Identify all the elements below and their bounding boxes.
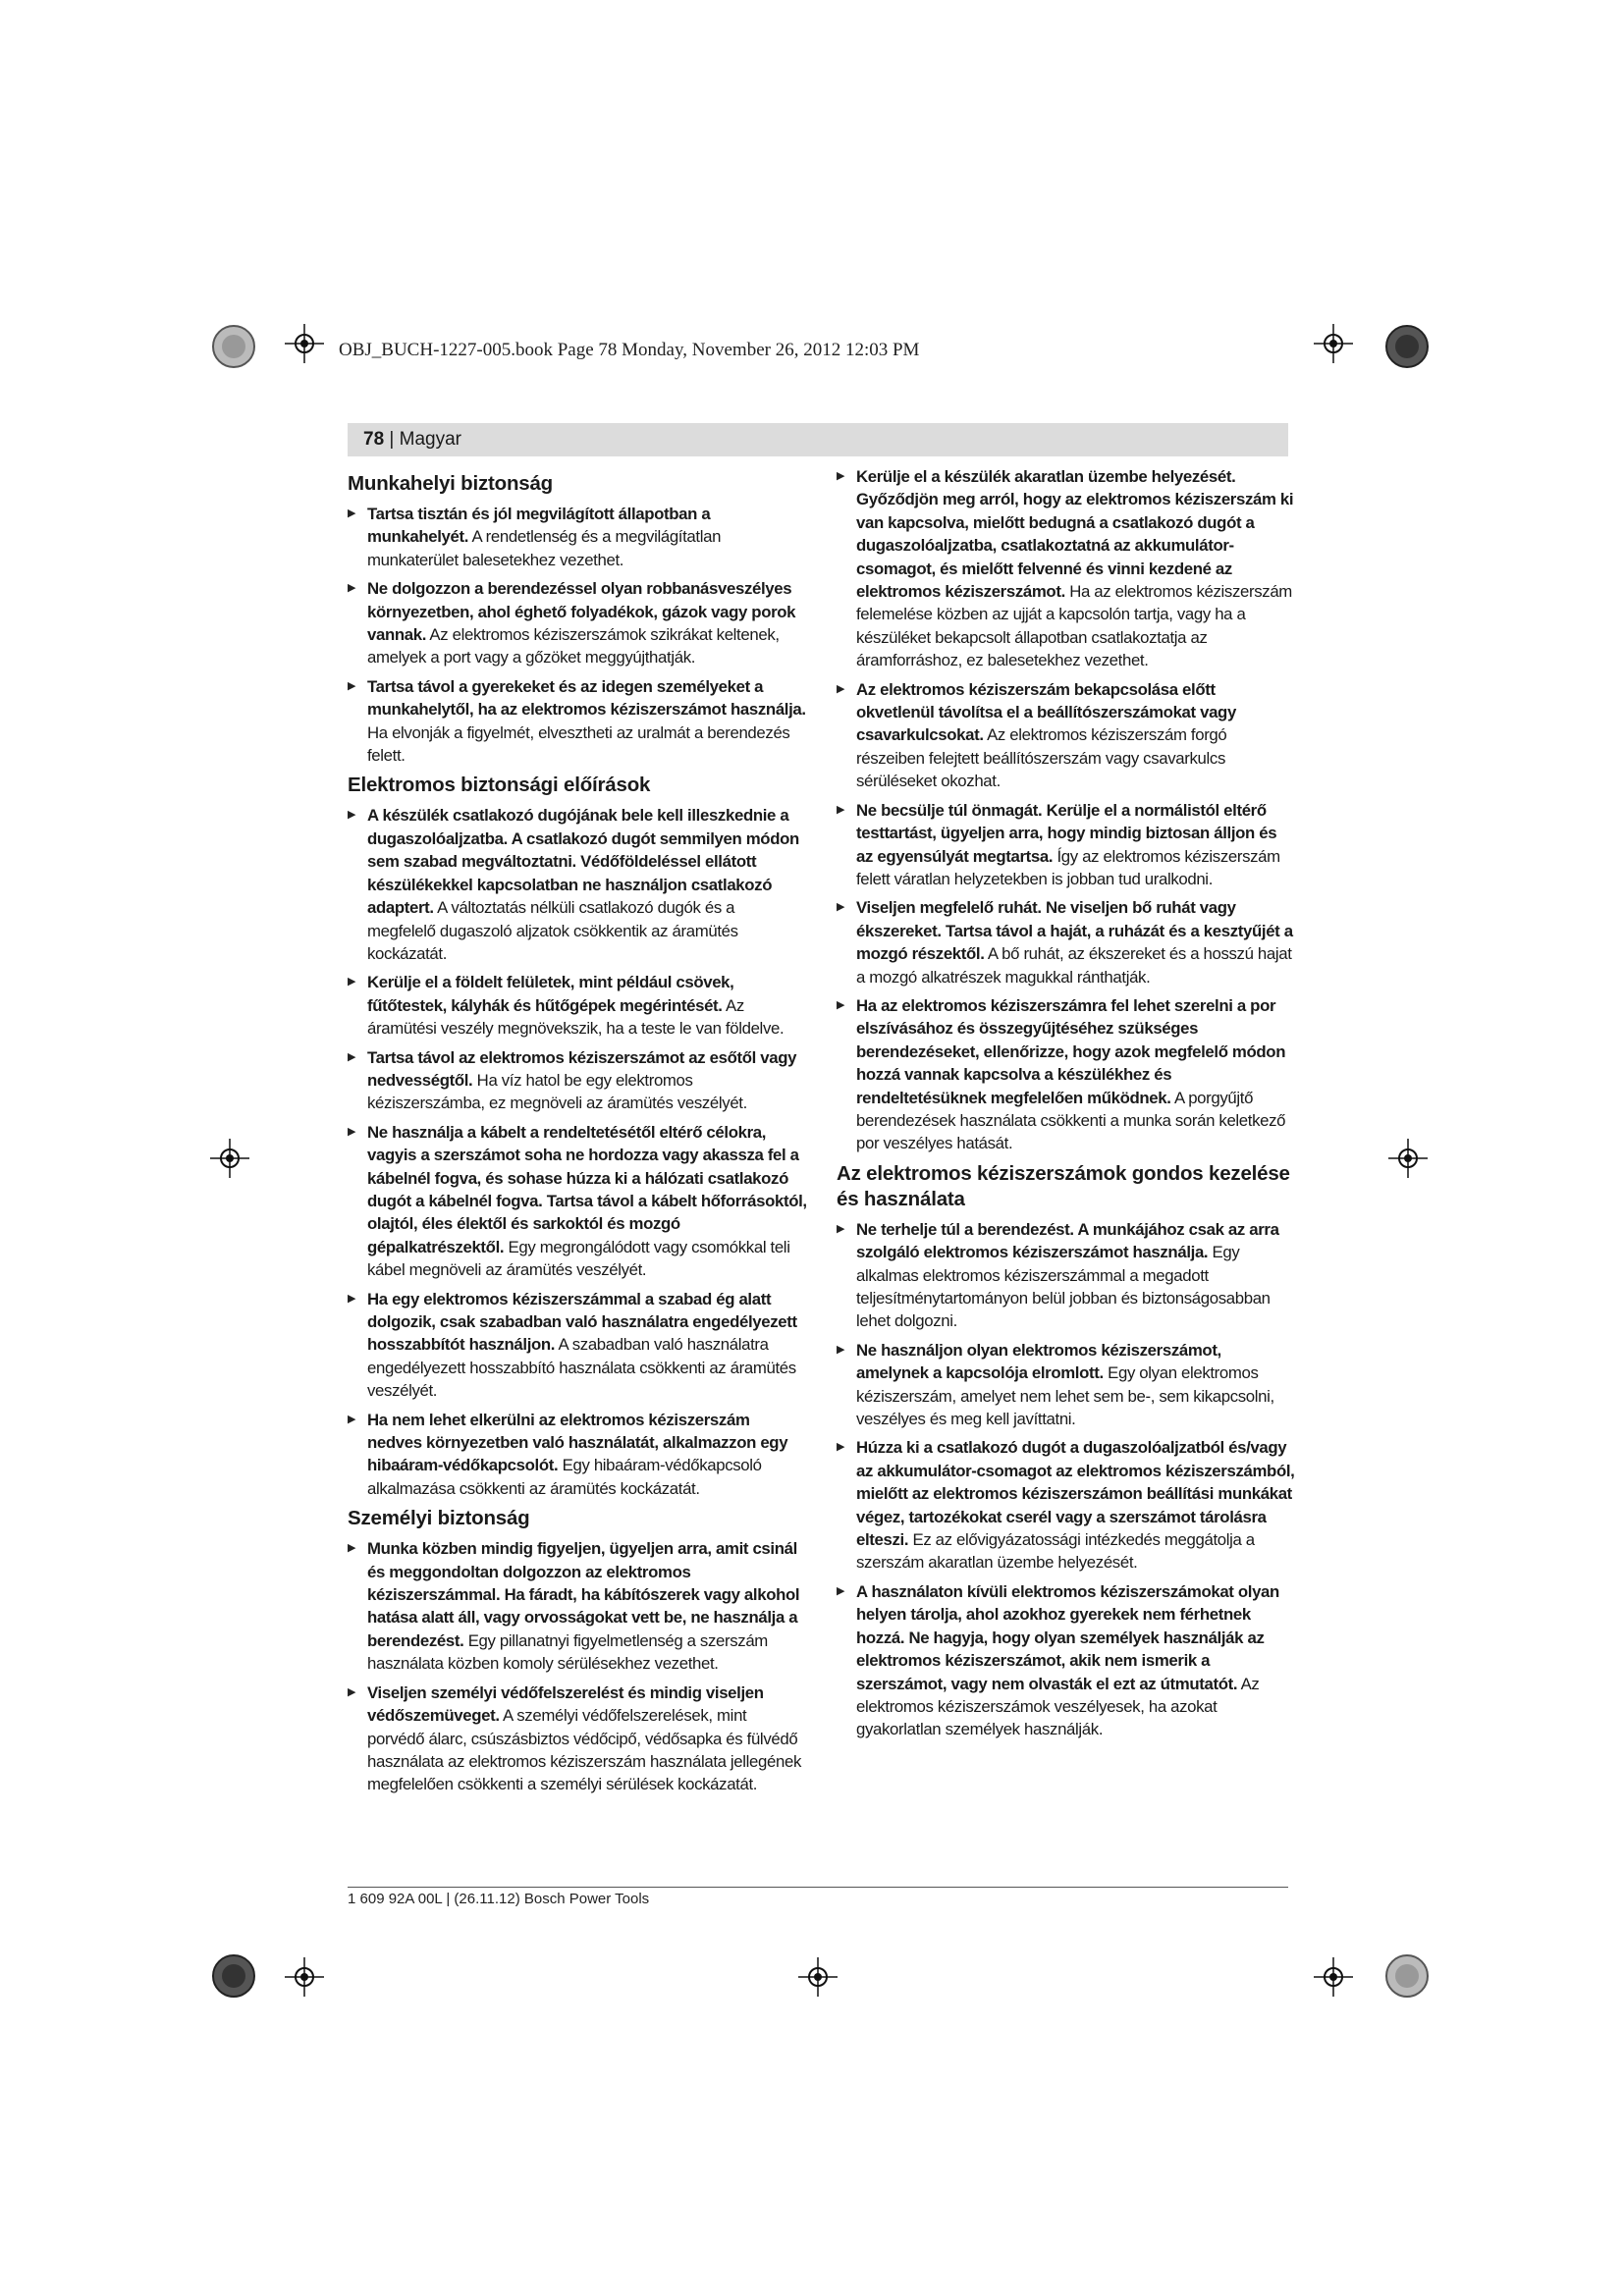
registration-mark-top-left xyxy=(285,324,324,363)
instruction-explanation: Egy megrongálódott vagy csomókkal teli kábel megnöveli az áramütés veszélyét. xyxy=(367,1237,790,1280)
list-item xyxy=(837,1436,1296,1574)
print-header: OBJ_BUCH-1227-005.book Page 78 Monday, November 26, 2012 12:03 PM xyxy=(339,340,920,360)
list-item xyxy=(348,804,807,965)
list-item xyxy=(837,465,1296,672)
list-item xyxy=(837,896,1296,988)
instruction-bold: Kerülje el a készülék akaratlan üzembe helyezését. Győződjön meg arról, hogy az elektromos kéziszerszám ki van kapcsolva, mielőtt bedugná a csatlakozó dugót a dugaszolóaljzatba, csatlakoztatná az akkumulátor-csomagot, és mielőtt felvenné és vinni kezdené az elektromos kéziszerszámot. xyxy=(856,467,1294,602)
instruction-explanation: Ez az elővigyázatossági intézkedés meggátolja a szerszám akaratlan üzembe helyezését. xyxy=(856,1530,1255,1573)
running-head-language: Magyar xyxy=(399,429,461,450)
instruction-explanation: Ha az elektromos kéziszerszám felemelése közben az ujját a kapcsolón tartja, vagy ha a készüléket bekapcsolt állapotban csatlakoztatja az áramforráshoz, ez balesetekhez vezethet. xyxy=(856,582,1292,670)
list-item xyxy=(348,1121,807,1282)
section-heading: Elektromos biztonsági előírások xyxy=(348,774,651,797)
instruction-bold: Tartsa tisztán és jól megvilágított állapotban a munkahelyét. xyxy=(367,505,711,547)
list-item xyxy=(348,1046,807,1115)
running-head xyxy=(348,423,1288,456)
safety-list xyxy=(837,1218,1296,1741)
instruction-bold: Ne becsülje túl önmagát. Kerülje el a normálistól eltérő testtartást, ügyeljen arra, hogy mindig biztosan álljon és az egyensúlyát megtartsa. xyxy=(856,800,1277,866)
instruction-bold: Ne dolgozzon a berendezéssel olyan robbanásveszélyes környezetben, ahol éghető folyadékok, gázok vagy porok vannak. xyxy=(367,579,796,645)
safety-list xyxy=(348,503,807,767)
instruction-bold: Húzza ki a csatlakozó dugót a dugaszolóaljzatból és/vagy az akkumulátor-csomagot az elektromos kéziszerszámból, mielőtt az elektromos kéziszerszámon beállítási munkákat végez, tartozékokat cserél vagy a szerszámot tárolásra elteszi. xyxy=(856,1438,1295,1550)
list-item xyxy=(348,971,807,1040)
list-item xyxy=(348,503,807,571)
section-heading: Az elektromos kéziszerszámok gondos kezelése és használata xyxy=(837,1161,1290,1210)
instruction-explanation: A bő ruhát, az ékszereket és a hosszú hajat a mozgó alkatrészek magukkal ránthatják. xyxy=(856,944,1292,987)
list-item xyxy=(837,994,1296,1155)
instruction-explanation: Az áramütési veszély megnövekszik, ha a teste le van földelve. xyxy=(367,995,785,1039)
list-item xyxy=(348,1537,807,1675)
instruction-bold: Tartsa távol a gyerekeket és az idegen személyeket a munkahelytől, ha az elektromos kéziszerszámot használja. xyxy=(367,676,806,720)
instruction-bold: Viseljen megfelelő ruhát. Ne viseljen bő ruhát vagy ékszereket. Tartsa távol a haját, a ruházát és a kesztyűjét a mozgó részektől. xyxy=(856,898,1293,964)
list-item xyxy=(837,799,1296,891)
instruction-explanation: Egy hibaáram-védőkapcsoló alkalmazása csökkenti az áramütés kockázatát. xyxy=(367,1456,762,1498)
instruction-explanation: A szabadban való használatra engedélyezett hosszabbító használata csökkenti az áramütés veszélyét. xyxy=(367,1335,796,1401)
list-item xyxy=(348,1288,807,1403)
instruction-bold: Ha egy elektromos kéziszerszámmal a szabad ég alatt dolgozik, csak szabadban való használatra engedélyezett hosszabbítót használjon. xyxy=(367,1289,797,1355)
color-wheel-mark-top-right xyxy=(1384,324,1430,369)
list-item xyxy=(348,675,807,768)
left-column xyxy=(348,465,807,1802)
instruction-bold: Munka közben mindig figyeljen, ügyeljen arra, amit csinál és meggondoltan dolgozzon az elektromos kéziszerszámmal. Ha fáradt, ha kábítószerek vagy alkohol hatása alatt áll, vagy orvosságokat vett be, ne használja a berendezést. xyxy=(367,1539,800,1650)
registration-mark-right-middle xyxy=(1388,1139,1428,1178)
instruction-explanation: Az elektromos kéziszerszámok veszélyesek, ha azokat gyakorlatlan személyek használják. xyxy=(856,1674,1260,1739)
instruction-explanation: Az elektromos kéziszerszám forgó részeiben felejtett beállítószerszám vagy csavarkulcs sérüléseket okozhat. xyxy=(856,725,1227,791)
instruction-explanation: A rendetlenség és a megvilágítatlan munkaterület balesetekhez vezethet. xyxy=(367,527,722,569)
instruction-explanation: Ha víz hatol be egy elektromos kéziszerszámba, ez megnöveli az áramütés veszélyét. xyxy=(367,1070,747,1113)
instruction-bold: A használaton kívüli elektromos kéziszerszámokat olyan helyen tárolja, ahol azokhoz gyerekek nem férhetnek hozzá. Ne hagyja, hogy olyan személyek használják az elektromos kéziszerszámot, akik nem ismerik a szerszámot, vagy nem olvasták el ezt az útmutatót. xyxy=(856,1581,1279,1693)
instruction-bold: Ne használjon olyan elektromos kéziszerszámot, amelynek a kapcsolója elromlott. xyxy=(856,1340,1221,1383)
list-item xyxy=(837,1580,1296,1741)
section-heading: Munkahelyi biztonság xyxy=(348,472,553,495)
list-item xyxy=(837,1339,1296,1431)
instruction-bold: Az elektromos kéziszerszám bekapcsolása előtt okvetlenül távolítsa el a beállítószerszámokat vagy csavarkulcsokat. xyxy=(856,679,1236,745)
page-footer: 1 609 92A 00L | (26.11.12) Bosch Power Tools xyxy=(348,1891,650,1907)
instruction-explanation: Az elektromos kéziszerszámok szikrákat keltenek, amelyek a port vagy a gőzöket meggyújthatják. xyxy=(367,625,780,667)
list-item xyxy=(837,678,1296,793)
instruction-bold: Viseljen személyi védőfelszerelést és mindig viseljen védőszemüveget. xyxy=(367,1682,764,1726)
instruction-explanation: Egy olyan elektromos kéziszerszám, amelyet nem lehet sem be-, sem kikapcsolni, veszélyes és meg kell javíttatni. xyxy=(856,1363,1274,1429)
list-item xyxy=(348,1409,807,1501)
instruction-explanation: Egy alkalmas elektromos kéziszerszámmal a megadott teljesítménytartományon belül jobban és biztonságosabban lehet dolgozni. xyxy=(856,1243,1271,1331)
registration-mark-bottom-right xyxy=(1314,1957,1353,1997)
instruction-explanation: Ha elvonják a figyelmét, elvesztheti az uralmát a berendezés felett. xyxy=(367,722,790,766)
registration-mark-bottom-center xyxy=(798,1957,838,1997)
registration-mark-top-right xyxy=(1314,324,1353,363)
instruction-explanation: A porgyűjtő berendezések használata csökkenti a munka során keletkező por veszélyes hatását. xyxy=(856,1088,1286,1153)
list-item xyxy=(348,577,807,669)
safety-list xyxy=(348,804,807,1500)
instruction-explanation: Így az elektromos kéziszerszám felett váratlan helyzetekben is jobban tud uralkodni. xyxy=(856,846,1280,888)
safety-list xyxy=(348,1537,807,1795)
color-wheel-mark-bottom-right xyxy=(1384,1953,1430,1999)
instruction-explanation: A változtatás nélküli csatlakozó dugók és a megfelelő dugaszoló aljzatok csökkentik az áramütés kockázatát. xyxy=(367,898,738,963)
list-item xyxy=(837,1218,1296,1333)
footer-rule xyxy=(348,1887,1288,1888)
registration-mark-left-middle xyxy=(210,1139,249,1178)
instruction-bold: Tartsa távol az elektromos kéziszerszámot az esőtől vagy nedvességtől. xyxy=(367,1047,797,1090)
instruction-bold: Ne terhelje túl a berendezést. A munkájához csak az arra szolgáló elektromos kéziszerszámot használja. xyxy=(856,1219,1279,1262)
instruction-explanation: Egy pillanatnyi figyelmetlenség a szerszám használata közben komoly sérülésekhez vezethet. xyxy=(367,1630,768,1674)
instruction-bold: Ha az elektromos kéziszerszámra fel lehet szerelni a por elszívásához és összegyűjtéséhez szükséges berendezéseket, ellenőrizze, hogy azok megfelelő módon hozzá vannak kapcsolva a készülékhez és rendeltetésüknek megfelelően működnek. xyxy=(856,995,1286,1107)
list-item xyxy=(348,1682,807,1796)
instruction-explanation: A személyi védőfelszerelések, mint porvédő álarc, csúszásbiztos védőcipő, védősapka és fülvédő használata az elektromos kéziszerszám használata jellegének megfelelően csökkenti a személyi sérülések kockázatát. xyxy=(367,1706,802,1794)
section-heading: Személyi biztonság xyxy=(348,1507,530,1530)
color-wheel-mark-bottom-left xyxy=(211,1953,256,1999)
running-head-separator: | xyxy=(384,429,400,450)
right-column xyxy=(837,465,1296,1747)
safety-list xyxy=(837,465,1296,1155)
instruction-bold: A készülék csatlakozó dugójának bele kell illeszkednie a dugaszolóaljzatba. A csatlakozó dugót semmilyen módon sem szabad megváltoztatni. Védőföldeléssel ellátott készülékekkel kapcsolatban ne használjon csatlakozó adaptert. xyxy=(367,806,799,918)
instruction-bold: Ha nem lehet elkerülni az elektromos kéziszerszám nedves környezetben való használatát, alkalmazzon egy hibaáram-védőkapcsolót. xyxy=(367,1410,788,1475)
registration-mark-bottom-left xyxy=(285,1957,324,1997)
instruction-bold: Kerülje el a földelt felületek, mint például csövek, fűtőtestek, kályhák és hűtőgépek megérintését. xyxy=(367,973,734,1015)
color-wheel-mark-top-left xyxy=(211,324,256,369)
page-number: 78 xyxy=(363,429,385,450)
instruction-bold: Ne használja a kábelt a rendeltetésétől eltérő célokra, vagyis a szerszámot soha ne hordozza vagy akassza fel a kábelnél fogva, és sohase húzza ki a hálózati csatlakozó dugót a kábelnél fogva. Tartsa távol a kábelt hőforrásoktól, olajtól, éles élektől és sarkoktól és mozgó gépalkatrészektől. xyxy=(367,1122,807,1256)
